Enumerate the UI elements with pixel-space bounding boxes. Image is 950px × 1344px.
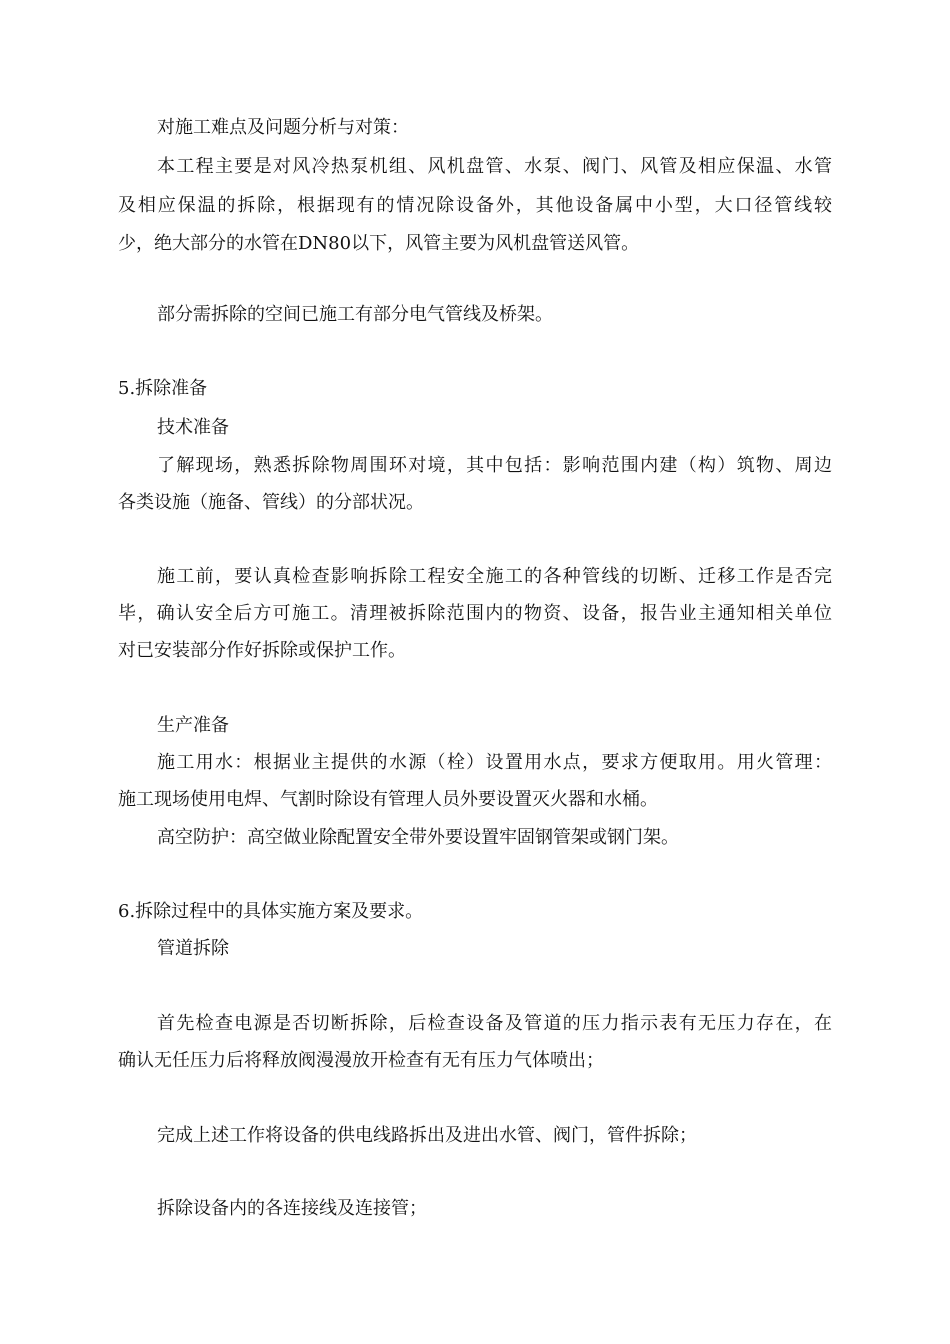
pipe-removal-title: 管道拆除 bbox=[157, 938, 229, 959]
analysis-heading: 对施工难点及问题分析与对策： bbox=[157, 117, 409, 138]
technical-preparation-paragraph-1-line-2: 各类设施（施备、管线）的分部状况。 bbox=[118, 492, 424, 513]
analysis-paragraph-1-line-1: 本工程主要是对风冷热泵机组、风机盘管、水泵、阀门、风管及相应保温、水管 bbox=[157, 156, 832, 177]
section-6-title: 6.拆除过程中的具体实施方案及要求。 bbox=[118, 901, 424, 922]
technical-preparation-title: 技术准备 bbox=[157, 417, 229, 438]
production-preparation-paragraph-1-line-1: 施工用水：根据业主提供的水源（栓）设置用水点，要求方便取用。用火管理： bbox=[157, 752, 832, 773]
technical-preparation-paragraph-1-line-1: 了解现场，熟悉拆除物周围环对境，其中包括：影响范围内建（构）筑物、周边 bbox=[157, 455, 832, 476]
pipe-removal-paragraph-1-line-2: 确认无任压力后将释放阀漫漫放开检查有无有压力气体喷出； bbox=[118, 1050, 604, 1071]
analysis-paragraph-1-line-2: 及相应保温的拆除，根据现有的情况除设备外，其他设备属中小型，大口径管线较 bbox=[118, 195, 832, 216]
technical-preparation-paragraph-2-line-3: 对已安装部分作好拆除或保护工作。 bbox=[118, 640, 406, 661]
pipe-removal-paragraph-1-line-1: 首先检查电源是否切断拆除，后检查设备及管道的压力指示表有无压力存在，在 bbox=[157, 1013, 832, 1034]
pipe-removal-paragraph-2: 完成上述工作将设备的供电线路拆出及进出水管、阀门，管件拆除； bbox=[157, 1125, 697, 1146]
technical-preparation-paragraph-2-line-2: 毕，确认安全后方可施工。清理被拆除范围内的物资、设备，报告业主通知相关单位 bbox=[118, 603, 832, 624]
production-preparation-paragraph-1-line-2: 施工现场使用电焊、气割时除设有管理人员外要设置灭火器和水桶。 bbox=[118, 789, 658, 810]
analysis-paragraph-2: 部分需拆除的空间已施工有部分电气管线及桥架。 bbox=[157, 304, 553, 325]
production-preparation-paragraph-2: 高空防护：高空做业除配置安全带外要设置牢固钢管架或钢门架。 bbox=[157, 827, 679, 848]
technical-preparation-paragraph-2-line-1: 施工前，要认真检查影响拆除工程安全施工的各种管线的切断、迁移工作是否完 bbox=[157, 566, 832, 587]
analysis-paragraph-1-line-3: 少，绝大部分的水管在DN80以下，风管主要为风机盘管送风管。 bbox=[118, 233, 640, 254]
pipe-removal-paragraph-3: 拆除设备内的各连接线及连接管； bbox=[157, 1198, 427, 1219]
production-preparation-title: 生产准备 bbox=[157, 715, 229, 736]
section-5-title: 5.拆除准备 bbox=[118, 378, 208, 399]
